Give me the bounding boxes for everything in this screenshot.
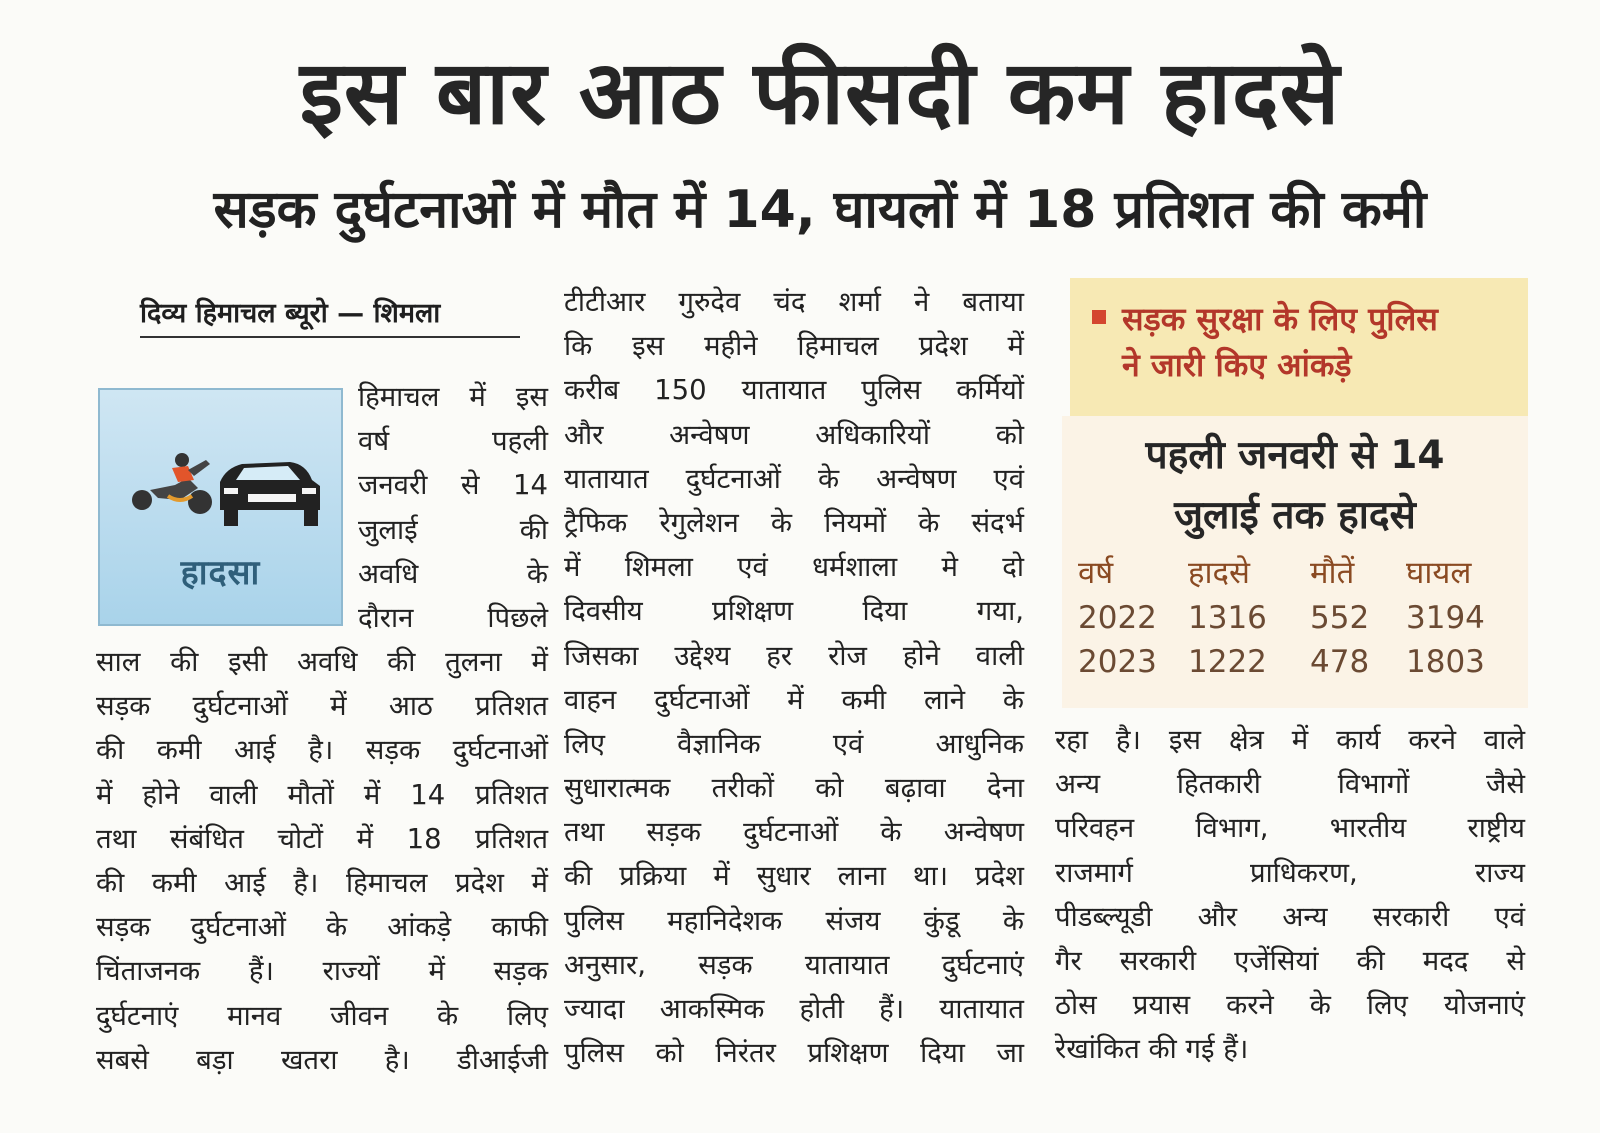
- text-line: दुर्घटनाएं मानव जीवन के लिए: [96, 999, 548, 1032]
- text-line: तथा संबंधित चोटों में 18 प्रतिशत: [96, 822, 548, 855]
- text-line: यातायात दुर्घटनाओं के अन्वेषण एवं: [564, 462, 1024, 495]
- text-line: की कमी आई है। हिमाचल प्रदेश में: [96, 866, 548, 899]
- table-header-cell: घायल: [1406, 555, 1472, 591]
- text-line: तथा सड़क दुर्घटनाओं के अन्वेषण: [564, 816, 1024, 849]
- text-line: रहा है। इस क्षेत्र में कार्य करने वाले: [1055, 724, 1525, 756]
- table-header-cell: मौतें: [1310, 555, 1355, 591]
- table-cell: 478: [1310, 644, 1370, 680]
- text-line: रेखांकित की गई हैं।: [1055, 1033, 1249, 1066]
- text-line: पुलिस महानिदेशक संजय कुंडू के: [564, 904, 1024, 937]
- text-line: गैर सरकारी एजेंसियां की मदद से: [1055, 944, 1525, 977]
- callout-line-1: सड़क सुरक्षा के लिए पुलिस: [1122, 300, 1438, 338]
- text-line: में होने वाली मौतों में 14 प्रतिशत: [96, 778, 548, 811]
- text-line: करीब 150 यातायात पुलिस कर्मियों: [564, 374, 1024, 407]
- table-header-cell: हादसे: [1188, 555, 1250, 591]
- text-line: जनवरी से 14: [358, 469, 548, 502]
- table-cell: 1222: [1188, 644, 1267, 680]
- text-line: वाहन दुर्घटनाओं में कमी लाने के: [564, 683, 1024, 716]
- image-label: हादसा: [180, 553, 261, 593]
- text-line: ठोस प्रयास करने के लिए योजनाएं: [1055, 989, 1525, 1022]
- column-1-text: [96, 640, 548, 1082]
- table-cell: 1803: [1406, 644, 1485, 680]
- text-line: ट्रैफिक रेगुलेशन के नियमों के संदर्भ: [564, 506, 1024, 539]
- byline: दिव्य हिमाचल ब्यूरो — शिमला: [140, 292, 520, 338]
- table-header-cell: वर्ष: [1078, 555, 1114, 591]
- accident-image: [98, 388, 343, 626]
- stats-title: [1062, 426, 1528, 546]
- text-line: वर्ष पहली: [358, 425, 548, 458]
- text-line: की प्रक्रिया में सुधार लाना था। प्रदेश: [564, 860, 1024, 893]
- text-line: की कमी आई है। सड़क दुर्घटनाओं: [96, 734, 548, 767]
- column-2-text: [564, 280, 1024, 1075]
- table-cell: 552: [1310, 600, 1370, 636]
- text-line: अवधि के: [358, 557, 548, 590]
- table-header-row: [1078, 550, 1506, 596]
- text-line: सड़क दुर्घटनाओं के आंकड़े काफी: [96, 911, 548, 944]
- text-line: सबसे बड़ा खतरा है। डीआईजी: [96, 1043, 548, 1076]
- text-line: दिवसीय प्रशिक्षण दिया गया,: [564, 595, 1024, 628]
- text-line: चिंताजनक हैं। राज्यों में सड़क: [96, 955, 548, 988]
- text-line: कि इस महीने हिमाचल प्रदेश में: [564, 330, 1024, 363]
- text-line: और अन्वेषण अधिकारियों को: [564, 418, 1024, 451]
- stats-table: [1078, 550, 1506, 684]
- stats-title-line-1: पहली जनवरी से 14: [1145, 433, 1445, 478]
- text-line: सुधारात्मक तरीकों को बढ़ावा देना: [564, 772, 1024, 805]
- text-line: राजमार्ग प्राधिकरण, राज्य: [1055, 856, 1525, 889]
- callout-line-2: ने जारी किए आंकड़े: [1122, 346, 1352, 384]
- square-bullet-icon: [1092, 310, 1106, 324]
- column-1-wrap-text: [358, 375, 548, 640]
- table-cell: 2023: [1078, 644, 1157, 680]
- callout-box: [1070, 278, 1528, 416]
- text-line: लिए वैज्ञानिक एवं आधुनिक: [564, 727, 1024, 760]
- text-line: टीटीआर गुरुदेव चंद शर्मा ने बताया: [564, 286, 1024, 318]
- table-cell: 2022: [1078, 600, 1157, 636]
- subheadline: सड़क दुर्घटनाओं में मौत में 14, घायलों में 18 प्रतिशत की कमी: [213, 180, 1427, 240]
- headline: इस बार आठ फीसदी कम हादसे: [299, 41, 1341, 144]
- text-line: साल की इसी अवधि की तुलना में: [96, 646, 548, 678]
- text-line: अन्य हितकारी विभागों जैसे: [1055, 768, 1525, 801]
- text-line: सड़क दुर्घटनाओं में आठ प्रतिशत: [96, 690, 548, 723]
- table-row: [1078, 640, 1506, 684]
- text-line: हिमाचल में इस: [358, 381, 548, 413]
- stats-box: [1062, 416, 1528, 708]
- text-line: जिसका उद्देश्य हर रोज होने वाली: [564, 639, 1024, 672]
- text-line: दौरान पिछले: [358, 601, 548, 634]
- text-line: परिवहन विभाग, भारतीय राष्ट्रीय: [1055, 812, 1525, 845]
- text-line: ज्यादा आकस्मिक होती हैं। यातायात: [564, 993, 1024, 1025]
- text-line: अनुसार, सड़क यातायात दुर्घटनाएं: [564, 948, 1024, 981]
- table-cell: 3194: [1406, 600, 1485, 636]
- text-line: में शिमला एवं धर्मशाला मे दो: [564, 551, 1024, 584]
- text-line: पीडब्ल्यूडी और अन्य सरकारी एवं: [1055, 900, 1525, 933]
- stats-title-line-2: जुलाई तक हादसे: [1174, 493, 1416, 538]
- table-row: [1078, 596, 1506, 640]
- table-cell: 1316: [1188, 600, 1267, 636]
- text-line: जुलाई की: [358, 513, 548, 546]
- car-accident-illustration: [120, 430, 325, 540]
- text-line: पुलिस को निरंतर प्रशिक्षण दिया जा: [564, 1037, 1024, 1070]
- column-3-text: [1055, 718, 1525, 1072]
